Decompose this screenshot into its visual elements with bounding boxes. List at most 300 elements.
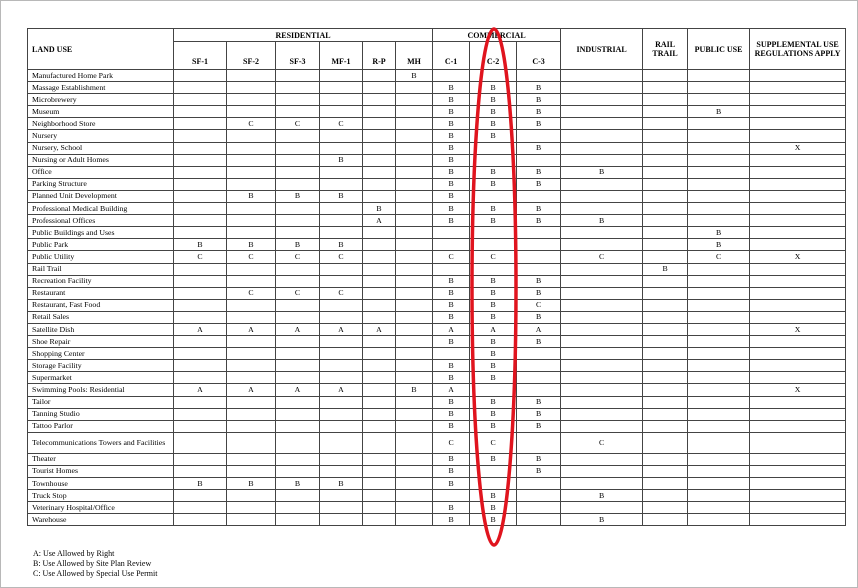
table-cell (276, 154, 320, 166)
table-cell: B (227, 190, 276, 202)
table-cell (174, 263, 227, 275)
table-cell (227, 408, 276, 420)
land-use-name: Massage Establishment (28, 82, 174, 94)
table-cell (750, 106, 846, 118)
table-cell (750, 287, 846, 299)
land-use-name: Recreation Facility (28, 275, 174, 287)
table-cell (174, 348, 227, 360)
table-cell (396, 323, 433, 335)
table-cell (227, 490, 276, 502)
table-cell: B (320, 154, 363, 166)
land-use-name: Veterinary Hospital/Office (28, 502, 174, 514)
table-cell: B (517, 465, 561, 477)
table-cell (396, 311, 433, 323)
table-cell: C (174, 251, 227, 263)
table-cell: C (276, 287, 320, 299)
table-cell (174, 227, 227, 239)
table-row (28, 502, 846, 514)
table-cell: A (517, 323, 561, 335)
zone-header-mf-1: MF-1 (320, 42, 363, 70)
table-cell (396, 251, 433, 263)
table-cell (643, 336, 688, 348)
table-row (28, 453, 846, 465)
zone-header-sf-2: SF-2 (227, 42, 276, 70)
table-cell: B (470, 203, 517, 215)
table-cell (320, 203, 363, 215)
table-cell (517, 263, 561, 275)
table-row (28, 311, 846, 323)
table-cell: C (320, 287, 363, 299)
table-cell (174, 106, 227, 118)
table-cell: B (561, 514, 643, 526)
table-cell (643, 142, 688, 154)
table-cell: B (517, 336, 561, 348)
table-cell (276, 372, 320, 384)
table-cell (227, 94, 276, 106)
table-cell: C (227, 118, 276, 130)
table-cell: B (174, 478, 227, 490)
industrial-header: INDUSTRIAL (561, 29, 643, 70)
table-cell (688, 478, 750, 490)
table-cell (433, 263, 470, 275)
table-cell (643, 130, 688, 142)
table-cell (561, 239, 643, 251)
table-cell (320, 360, 363, 372)
table-cell: B (517, 396, 561, 408)
table-cell (174, 336, 227, 348)
table-cell: A (433, 323, 470, 335)
table-cell (643, 478, 688, 490)
table-cell (227, 360, 276, 372)
table-cell (561, 478, 643, 490)
table-cell (276, 420, 320, 432)
table-cell (227, 372, 276, 384)
table-cell: B (433, 299, 470, 311)
table-cell (750, 408, 846, 420)
table-cell: B (517, 311, 561, 323)
land-use-name: Shopping Center (28, 348, 174, 360)
table-cell (174, 396, 227, 408)
table-cell (561, 82, 643, 94)
table-cell (517, 372, 561, 384)
table-cell: B (470, 514, 517, 526)
table-cell (227, 227, 276, 239)
land-use-name: Parking Structure (28, 178, 174, 190)
table-cell: B (433, 166, 470, 178)
table-cell (470, 239, 517, 251)
table-cell (517, 70, 561, 82)
table-cell: A (320, 323, 363, 335)
table-cell: B (433, 118, 470, 130)
table-cell (174, 408, 227, 420)
table-cell (396, 299, 433, 311)
table-cell (643, 490, 688, 502)
table-cell (688, 70, 750, 82)
table-cell (320, 502, 363, 514)
table-cell (320, 336, 363, 348)
table-cell: A (174, 323, 227, 335)
table-cell (363, 299, 396, 311)
table-cell: B (517, 118, 561, 130)
table-cell: B (174, 239, 227, 251)
table-cell (688, 396, 750, 408)
table-cell (227, 502, 276, 514)
table-cell: B (320, 190, 363, 202)
table-cell: B (433, 275, 470, 287)
table-cell (750, 70, 846, 82)
table-cell (320, 299, 363, 311)
table-cell: B (276, 239, 320, 251)
table-cell (276, 311, 320, 323)
table-cell (561, 311, 643, 323)
land-use-name: Public Park (28, 239, 174, 251)
table-cell: B (517, 142, 561, 154)
table-cell (750, 166, 846, 178)
table-cell (320, 142, 363, 154)
table-cell: C (320, 118, 363, 130)
zone-header-c-1: C-1 (433, 42, 470, 70)
table-cell (363, 360, 396, 372)
table-cell (396, 178, 433, 190)
table-cell: A (433, 384, 470, 396)
table-cell: B (227, 478, 276, 490)
table-cell (750, 190, 846, 202)
table-cell (396, 490, 433, 502)
table-cell: B (517, 94, 561, 106)
table-cell (363, 420, 396, 432)
table-row (28, 514, 846, 526)
table-cell (750, 94, 846, 106)
table-cell: B (688, 106, 750, 118)
zone-header-r-p: R-P (363, 42, 396, 70)
table-cell (363, 227, 396, 239)
table-cell (363, 178, 396, 190)
table-cell (396, 263, 433, 275)
table-cell (363, 432, 396, 453)
table-cell: B (433, 465, 470, 477)
land-use-name: Restaurant, Fast Food (28, 299, 174, 311)
table-cell (433, 348, 470, 360)
land-use-name: Microbrewery (28, 94, 174, 106)
table-cell (363, 275, 396, 287)
table-cell (433, 490, 470, 502)
table-cell (561, 154, 643, 166)
table-cell (643, 408, 688, 420)
table-cell (470, 384, 517, 396)
table-cell: B (433, 287, 470, 299)
table-cell: C (517, 299, 561, 311)
table-cell (561, 323, 643, 335)
table-cell: C (561, 251, 643, 263)
table-row (28, 154, 846, 166)
table-cell: B (470, 420, 517, 432)
legend-item-a: A: Use Allowed by Right (33, 549, 115, 558)
table-cell (363, 336, 396, 348)
table-cell (320, 227, 363, 239)
table-cell: B (517, 408, 561, 420)
table-cell (396, 130, 433, 142)
table-row (28, 82, 846, 94)
table-cell (396, 372, 433, 384)
table-cell: B (320, 239, 363, 251)
table-cell (363, 465, 396, 477)
table-cell (750, 275, 846, 287)
table-cell (750, 453, 846, 465)
table-cell (750, 82, 846, 94)
table-cell: B (517, 203, 561, 215)
table-cell (643, 227, 688, 239)
table-cell (688, 360, 750, 372)
table-cell (750, 360, 846, 372)
table-cell: A (276, 384, 320, 396)
table-cell (363, 118, 396, 130)
legend-item-b: B: Use Allowed by Site Plan Review (33, 559, 152, 568)
table-cell (276, 396, 320, 408)
table-cell (470, 478, 517, 490)
table-cell (276, 360, 320, 372)
table-cell: B (688, 239, 750, 251)
table-cell (363, 251, 396, 263)
table-cell (227, 215, 276, 227)
table-cell (227, 203, 276, 215)
table-cell (363, 348, 396, 360)
table-cell: B (396, 70, 433, 82)
table-cell (396, 215, 433, 227)
table-cell (561, 227, 643, 239)
table-cell (276, 299, 320, 311)
table-cell (320, 420, 363, 432)
table-cell: B (433, 360, 470, 372)
table-cell (396, 502, 433, 514)
table-cell (174, 82, 227, 94)
table-cell (276, 227, 320, 239)
table-cell (363, 239, 396, 251)
table-cell: A (174, 384, 227, 396)
residential-header: RESIDENTIAL (174, 29, 433, 42)
table-cell (688, 178, 750, 190)
table-cell (227, 106, 276, 118)
table-cell: B (470, 106, 517, 118)
table-cell (276, 502, 320, 514)
table-cell (396, 166, 433, 178)
table-cell (470, 227, 517, 239)
table-cell: C (470, 432, 517, 453)
table-cell: B (517, 287, 561, 299)
land-use-name: Townhouse (28, 478, 174, 490)
table-cell (750, 514, 846, 526)
table-cell (174, 453, 227, 465)
table-cell (276, 203, 320, 215)
rail-trail-header: RAIL TRAIL (643, 29, 688, 70)
table-cell: B (433, 396, 470, 408)
table-cell: X (750, 323, 846, 335)
table-cell (517, 514, 561, 526)
table-cell: B (276, 190, 320, 202)
table-cell: B (470, 215, 517, 227)
table-cell (517, 130, 561, 142)
table-cell (688, 82, 750, 94)
table-cell (643, 323, 688, 335)
table-cell (561, 453, 643, 465)
table-cell (517, 190, 561, 202)
table-cell (688, 336, 750, 348)
land-use-name: Retail Sales (28, 311, 174, 323)
zone-header-c-3: C-3 (517, 42, 561, 70)
table-cell (688, 372, 750, 384)
table-cell (320, 275, 363, 287)
land-use-name: Nursery, School (28, 142, 174, 154)
land-use-name: Public Utility (28, 251, 174, 263)
table-cell (396, 478, 433, 490)
table-cell (363, 408, 396, 420)
table-cell: B (433, 106, 470, 118)
table-row (28, 360, 846, 372)
zone-header-mh: MH (396, 42, 433, 70)
table-cell: B (470, 178, 517, 190)
table-cell: B (396, 384, 433, 396)
table-cell: B (470, 166, 517, 178)
land-use-name: Telecommunications Towers and Facilities (28, 432, 174, 453)
table-cell (174, 94, 227, 106)
land-use-name: Planned Unit Development (28, 190, 174, 202)
table-cell: C (433, 251, 470, 263)
table-cell (561, 348, 643, 360)
table-cell (227, 432, 276, 453)
table-cell (363, 82, 396, 94)
table-cell (561, 336, 643, 348)
table-cell (174, 178, 227, 190)
table-row (28, 106, 846, 118)
land-use-name: Satellite Dish (28, 323, 174, 335)
table-cell (750, 239, 846, 251)
table-cell: B (470, 408, 517, 420)
table-row (28, 227, 846, 239)
table-cell (688, 420, 750, 432)
table-cell: B (517, 215, 561, 227)
table-cell (320, 408, 363, 420)
table-cell (433, 227, 470, 239)
table-cell (688, 203, 750, 215)
table-cell (561, 299, 643, 311)
table-cell (750, 178, 846, 190)
table-cell (750, 336, 846, 348)
table-cell (561, 372, 643, 384)
table-cell (750, 478, 846, 490)
table-row (28, 420, 846, 432)
table-cell: B (517, 106, 561, 118)
table-cell (174, 275, 227, 287)
table-cell (688, 453, 750, 465)
table-cell (174, 154, 227, 166)
table-cell (561, 203, 643, 215)
table-cell (320, 348, 363, 360)
table-cell: A (320, 384, 363, 396)
table-cell (643, 94, 688, 106)
table-row (28, 263, 846, 275)
table-cell (643, 154, 688, 166)
table-cell (643, 465, 688, 477)
table-header (28, 29, 846, 70)
table-cell (396, 275, 433, 287)
table-cell: B (561, 215, 643, 227)
table-cell (750, 299, 846, 311)
table-cell (643, 311, 688, 323)
zone-header-sf-1: SF-1 (174, 42, 227, 70)
table-cell (470, 154, 517, 166)
table-cell (396, 190, 433, 202)
table-cell: B (433, 130, 470, 142)
table-cell (688, 154, 750, 166)
table-cell: B (470, 502, 517, 514)
table-cell (643, 251, 688, 263)
commercial-header: COMMERCIAL (433, 29, 561, 42)
table-cell (396, 465, 433, 477)
table-row (28, 348, 846, 360)
table-cell (396, 514, 433, 526)
table-cell (643, 275, 688, 287)
zone-header-c-2: C-2 (470, 42, 517, 70)
table-cell (276, 348, 320, 360)
table-cell: C (227, 251, 276, 263)
table-cell (517, 154, 561, 166)
table-cell: B (470, 336, 517, 348)
table-cell (517, 478, 561, 490)
table-cell (750, 215, 846, 227)
table-cell (320, 94, 363, 106)
table-cell (396, 360, 433, 372)
table-cell (561, 263, 643, 275)
table-cell: B (433, 420, 470, 432)
table-cell (227, 465, 276, 477)
table-cell (396, 408, 433, 420)
table-cell (276, 336, 320, 348)
land-use-name: Tanning Studio (28, 408, 174, 420)
table-cell (174, 166, 227, 178)
table-cell (750, 502, 846, 514)
table-cell: A (363, 215, 396, 227)
table-cell: B (470, 348, 517, 360)
table-cell (561, 118, 643, 130)
table-cell (363, 94, 396, 106)
table-cell: B (433, 154, 470, 166)
table-cell: B (470, 396, 517, 408)
table-cell (688, 432, 750, 453)
land-use-name: Office (28, 166, 174, 178)
table-cell (227, 130, 276, 142)
table-cell (396, 239, 433, 251)
table-cell: A (470, 323, 517, 335)
table-cell (363, 166, 396, 178)
table-cell (396, 287, 433, 299)
table-cell (363, 372, 396, 384)
land-use-name: Nursery (28, 130, 174, 142)
table-cell (396, 106, 433, 118)
table-cell (363, 106, 396, 118)
table-cell (174, 287, 227, 299)
table-cell: B (433, 82, 470, 94)
table-row (28, 465, 846, 477)
table-cell (688, 215, 750, 227)
table-cell (174, 311, 227, 323)
table-cell (561, 396, 643, 408)
table-cell (174, 299, 227, 311)
table-cell (643, 190, 688, 202)
table-cell (561, 178, 643, 190)
table-cell: B (433, 94, 470, 106)
table-cell (363, 478, 396, 490)
table-cell (276, 70, 320, 82)
table-cell (320, 106, 363, 118)
